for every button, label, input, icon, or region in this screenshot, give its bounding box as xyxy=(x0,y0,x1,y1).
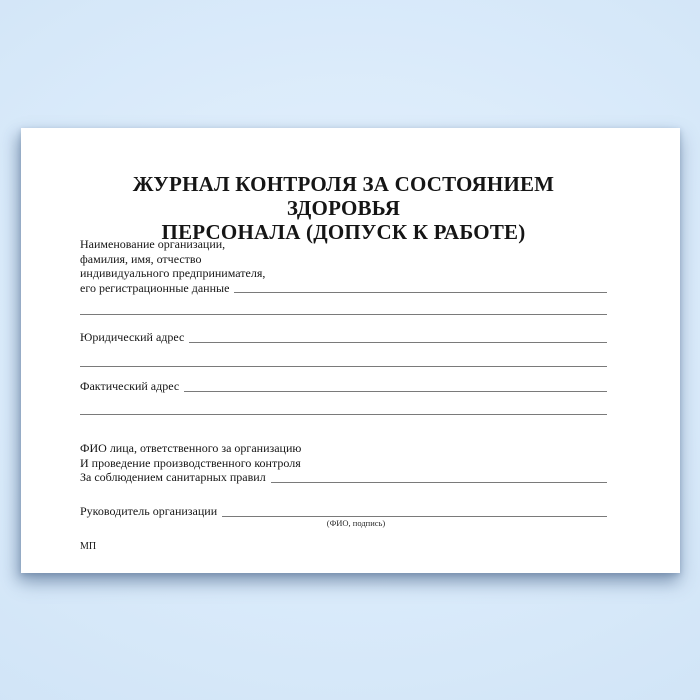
seal-place-mark: МП xyxy=(80,541,97,552)
legal-address-fill-line[interactable] xyxy=(184,330,607,345)
actual-address-label: Фактический адрес xyxy=(80,379,180,393)
org-field-label-line: Наименование организации, xyxy=(80,237,226,251)
head-field-label: Руководитель организации xyxy=(80,504,218,518)
org-registration-data-fill-line[interactable] xyxy=(229,281,607,296)
org-field-label-line: индивидуального предпринимателя, xyxy=(80,266,266,280)
title-line-2: ПЕРСОНАЛА (ДОПУСК К РАБОТЕ) xyxy=(161,220,526,244)
document-title xyxy=(80,172,607,244)
actual-address-block xyxy=(80,379,607,394)
org-registration-data-continuation-line[interactable] xyxy=(80,314,607,315)
head-of-organization-block xyxy=(80,504,607,519)
title-line-1: ЖУРНАЛ КОНТРОЛЯ ЗА СОСТОЯНИЕМ ЗДОРОВЬЯ xyxy=(132,172,555,220)
legal-address-block xyxy=(80,330,607,345)
responsible-person-block xyxy=(80,441,607,485)
legal-address-label: Юридический адрес xyxy=(80,330,185,344)
head-signature-fill-line[interactable] xyxy=(217,504,607,519)
responsible-label-line: И проведение производственного контроля xyxy=(80,455,301,470)
actual-address-continuation-line[interactable] xyxy=(80,414,607,415)
responsible-label-line: ФИО лица, ответственного за организацию xyxy=(80,441,302,455)
responsible-person-fill-line[interactable] xyxy=(266,470,607,485)
legal-address-continuation-line[interactable] xyxy=(80,366,607,367)
document-page xyxy=(21,128,680,573)
responsible-field-label: За соблюдением санитарных правил xyxy=(80,470,266,484)
signature-caption: (ФИО, подпись) xyxy=(326,518,386,528)
org-field-label: его регистрационные данные xyxy=(80,280,230,295)
actual-address-fill-line[interactable] xyxy=(179,379,607,394)
org-field-label-line: фамилия, имя, отчество xyxy=(80,251,202,266)
org-field-block xyxy=(80,237,607,295)
